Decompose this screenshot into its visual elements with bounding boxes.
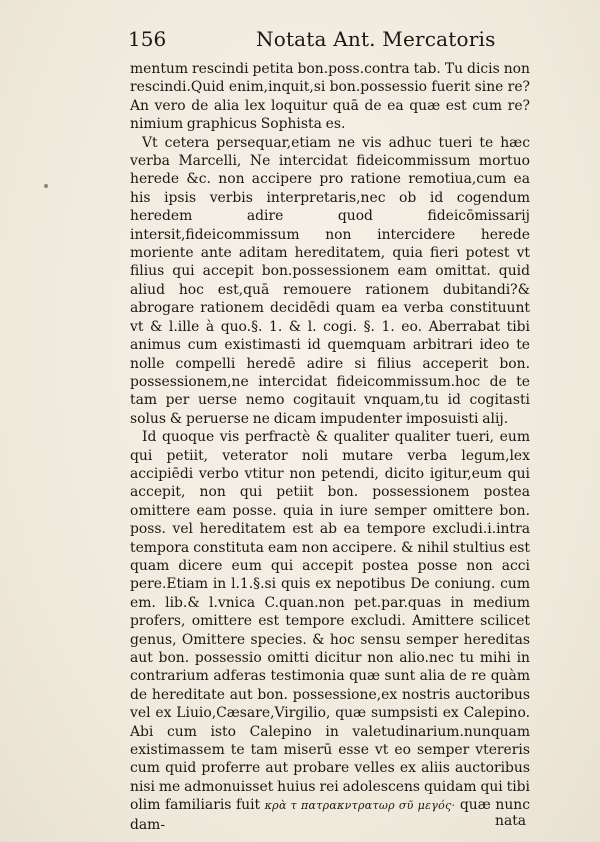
page-number: 156 (128, 27, 167, 51)
running-header (128, 24, 508, 54)
greek-phrase: κρὰ τ πατρακντρατωρ σῦ μεγός· (264, 799, 456, 813)
paragraph-1: mentum rescindi petita bon.poss.contra tab. Tu dicis non rescindi.Quid enim,inquit,si bon.possessio fuerit sine re? An vero de alia lex loquitur quā de ea quæ est cum re? nimium graphicus Sophista es. (130, 61, 530, 133)
paragraph-3-text: Id quoque vis perfractè & qualiter qualiter tueri, eum qui petiit, veterator noli mutare verba legum,lex accipiēdi verbo vtitur non petendi, dicito igitur,eum qui accepit, non qui petiit bon. possessionem postea omittere eam posse. quia in iure semper omittere bon. poss. vel hereditatem est ab ea tempore excludi.i.intra tempora constituta eam non accipere. & nihil stultius est quam dicere eum qui accepit postea posse non acci pere.Etiam in l.1.§.si quis ex nepotibus De coniung. cum em. lib.& l.vnica C.quan.non pet.par.quas in medium profers, omittere est tempore excludi. Amittere scilicet genus, Omittere species. & hoc sensu semper hereditas aut bon. possessio omitti dicitur non alio.nec tu mihi in contrarium adferas testimonia quæ sunt alia de re quàm de hereditate aut bon. possessione,ex nostris auctoribus vel ex Liuio,Cæsare,Virgilio, quæ sumpsisti ex Calepino. Abi cum isto Calepino in valetudinarium.nunquam existimassem te tam miserū esse vt eo semper vtereris cum quid proferre aut probare velles ex aliis auctoribus nisi me admonuisset huius rei adolescens quidam qui tibi olim familiaris fuit (130, 429, 530, 814)
margin-mark (44, 184, 48, 188)
paragraph-3-tail: quæ nunc dam- (130, 797, 530, 833)
paragraph-2: Vt cetera persequar,etiam ne vis adhuc tueri te hæc verba Marcelli, Ne intercidat fideicommissum mortuo herede &c. non accipere pro ratione remotiua,cum ea his ipsis verbis interpretaris,nec ob id cogendum heredem adire quod fideicōmissarij intersit,fideicommissum non intercidere herede moriente ante aditam hereditatem, quia fieri potest vt filius qui accepit bon.possessionem eam omittat. quid aliud hoc est,quā remouere rationem dubitandi?& abrogare rationem decidēdi quam ea verba constituunt vt & l.ille à quo.§. 1. & l. cogi. §. 1. eo. Aberrabat tibi animus cum existimasti id quemquam arbitrari ideo te nolle compelli heredē adire si filius acceperit bon. possessionem,ne intercidat fideicommissum.hoc de te tam per uerse nemo cogitauit vnquam,tu id cogitasti solus & peruerse ne dicam impudenter imposuisti alij. (130, 134, 530, 427)
paragraph-3 (130, 428, 530, 834)
catchword: nata (495, 813, 527, 829)
text-body (130, 60, 530, 834)
running-title: Notata Ant. Mercatoris (256, 27, 496, 51)
